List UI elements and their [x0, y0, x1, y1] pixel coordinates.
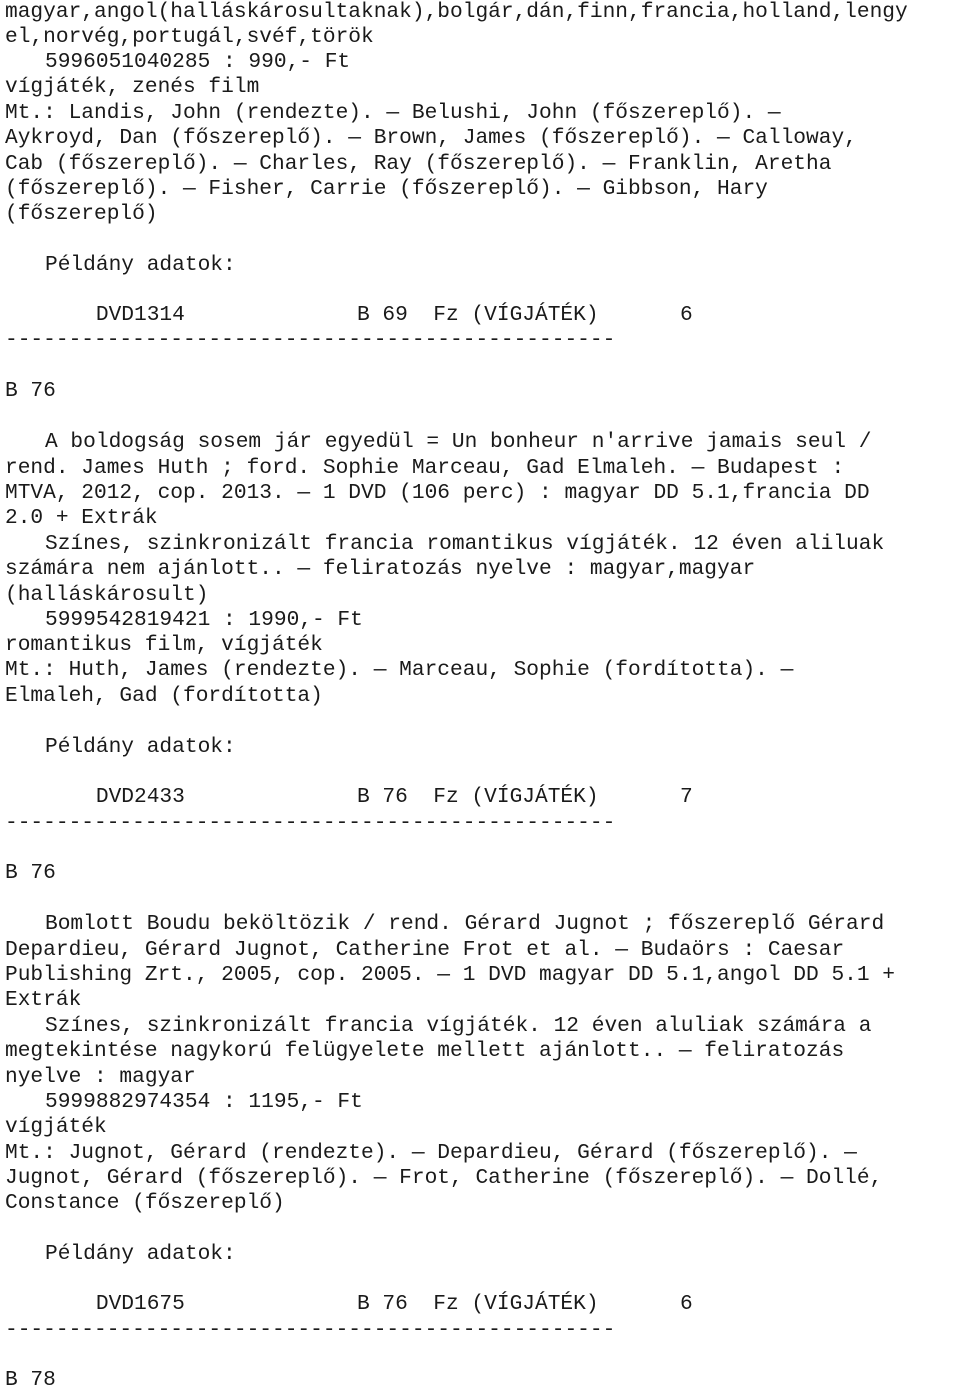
note-line: nyelve : magyar — [5, 1065, 196, 1089]
isbn-price: 5999542819421 : 1990,- Ft — [45, 608, 363, 632]
contributors-line: Mt.: Landis, John (rendezte). — Belushi, John (főszereplő). — — [5, 101, 781, 125]
description-line: Bomlott Boudu beköltözik / rend. Gérard Jugnot ; főszereplő Gérard — [45, 912, 885, 936]
description-line: Publishing Zrt., 2005, cop. 2005. — 1 DVD magyar DD 5.1,angol DD 5.1 + — [5, 963, 896, 987]
copy-count: 6 — [680, 1292, 693, 1316]
separator: ------------------------------------------------ — [5, 328, 616, 352]
isbn-price: 5996051040285 : 990,- Ft — [45, 50, 351, 74]
contributors-line: Jugnot, Gérard (főszereplő). — Frot, Catherine (főszereplő). — Dollé, — [5, 1166, 883, 1190]
contributors-line: Cab (főszereplő). — Charles, Ray (főszereplő). — Franklin, Aretha — [5, 152, 832, 176]
language-line: magyar,angol(halláskárosultaknak),bolgár,dán,finn,francia,holland,lengy — [5, 0, 908, 24]
contributors-line: (főszereplő). — Fisher, Carrie (főszereplő). — Gibbson, Hary — [5, 177, 768, 201]
description-line: 2.0 + Extrák — [5, 506, 158, 530]
copy-data-label: Példány adatok: — [45, 1242, 236, 1266]
genre-line: romantikus film, vígjáték — [5, 633, 323, 657]
copy-id: DVD2433 — [95, 785, 185, 809]
contributors-line: Mt.: Jugnot, Gérard (rendezte). — Depardieu, Gérard (főszereplő). — — [5, 1141, 857, 1165]
description-line: rend. James Huth ; ford. Sophie Marceau, Gad Elmaleh. — Budapest : — [5, 456, 845, 480]
contributors-line: Elmaleh, Gad (fordította) — [5, 684, 323, 708]
record-code: B 76 — [5, 861, 56, 885]
copy-data-row — [45, 1267, 945, 1316]
contributors-line: (főszereplő) — [5, 202, 158, 226]
contributors-line: Mt.: Huth, James (rendezte). — Marceau, Sophie (fordította). — — [5, 658, 794, 682]
copy-count: 6 — [680, 303, 693, 327]
copy-data-row — [45, 278, 945, 327]
description-line: Depardieu, Gérard Jugnot, Catherine Frot et al. — Budaörs : Caesar — [5, 938, 845, 962]
copy-id: DVD1675 — [95, 1292, 185, 1316]
description-line: A boldogság sosem jár egyedül = Un bonheur n'arrive jamais seul / — [45, 430, 872, 454]
copy-shelf: B 76 Fz (VÍGJÁTÉK) — [357, 1292, 599, 1316]
record-code: B 76 — [5, 379, 56, 403]
genre-line: vígjáték — [5, 1115, 107, 1139]
copy-shelf: B 69 Fz (VÍGJÁTÉK) — [357, 303, 599, 327]
isbn-price: 5999882974354 : 1195,- Ft — [45, 1090, 363, 1114]
copy-shelf: B 76 Fz (VÍGJÁTÉK) — [357, 785, 599, 809]
separator: ------------------------------------------------ — [5, 1318, 616, 1342]
note-line: Színes, szinkronizált francia vígjáték. 12 éven aluliak számára a — [45, 1014, 872, 1038]
copy-data-row — [45, 760, 945, 809]
contributors-line: Constance (főszereplő) — [5, 1191, 285, 1215]
note-line: megtekintése nagykorú felügyelete mellett ajánlott.. — feliratozás — [5, 1039, 845, 1063]
copy-count: 7 — [680, 785, 693, 809]
description-line: MTVA, 2012, cop. 2013. — 1 DVD (106 perc) : magyar DD 5.1,francia DD — [5, 481, 870, 505]
language-line: el,norvég,portugál,svéf,török — [5, 25, 374, 49]
separator: ------------------------------------------------ — [5, 811, 616, 835]
copy-data-label: Példány adatok: — [45, 253, 236, 277]
note-line: számára nem ajánlott.. — feliratozás nyelve : magyar,magyar — [5, 557, 756, 581]
description-line: Extrák — [5, 988, 82, 1012]
record-code: B 78 — [5, 1368, 56, 1392]
genre-line: vígjáték, zenés film — [5, 75, 260, 99]
copy-data-label: Példány adatok: — [45, 735, 236, 759]
note-line: (halláskárosult) — [5, 583, 209, 607]
copy-id: DVD1314 — [95, 303, 185, 327]
contributors-line: Aykroyd, Dan (főszereplő). — Brown, James (főszereplő). — Calloway, — [5, 126, 857, 150]
note-line: Színes, szinkronizált francia romantikus vígjáték. 12 éven aliluak — [45, 532, 885, 556]
